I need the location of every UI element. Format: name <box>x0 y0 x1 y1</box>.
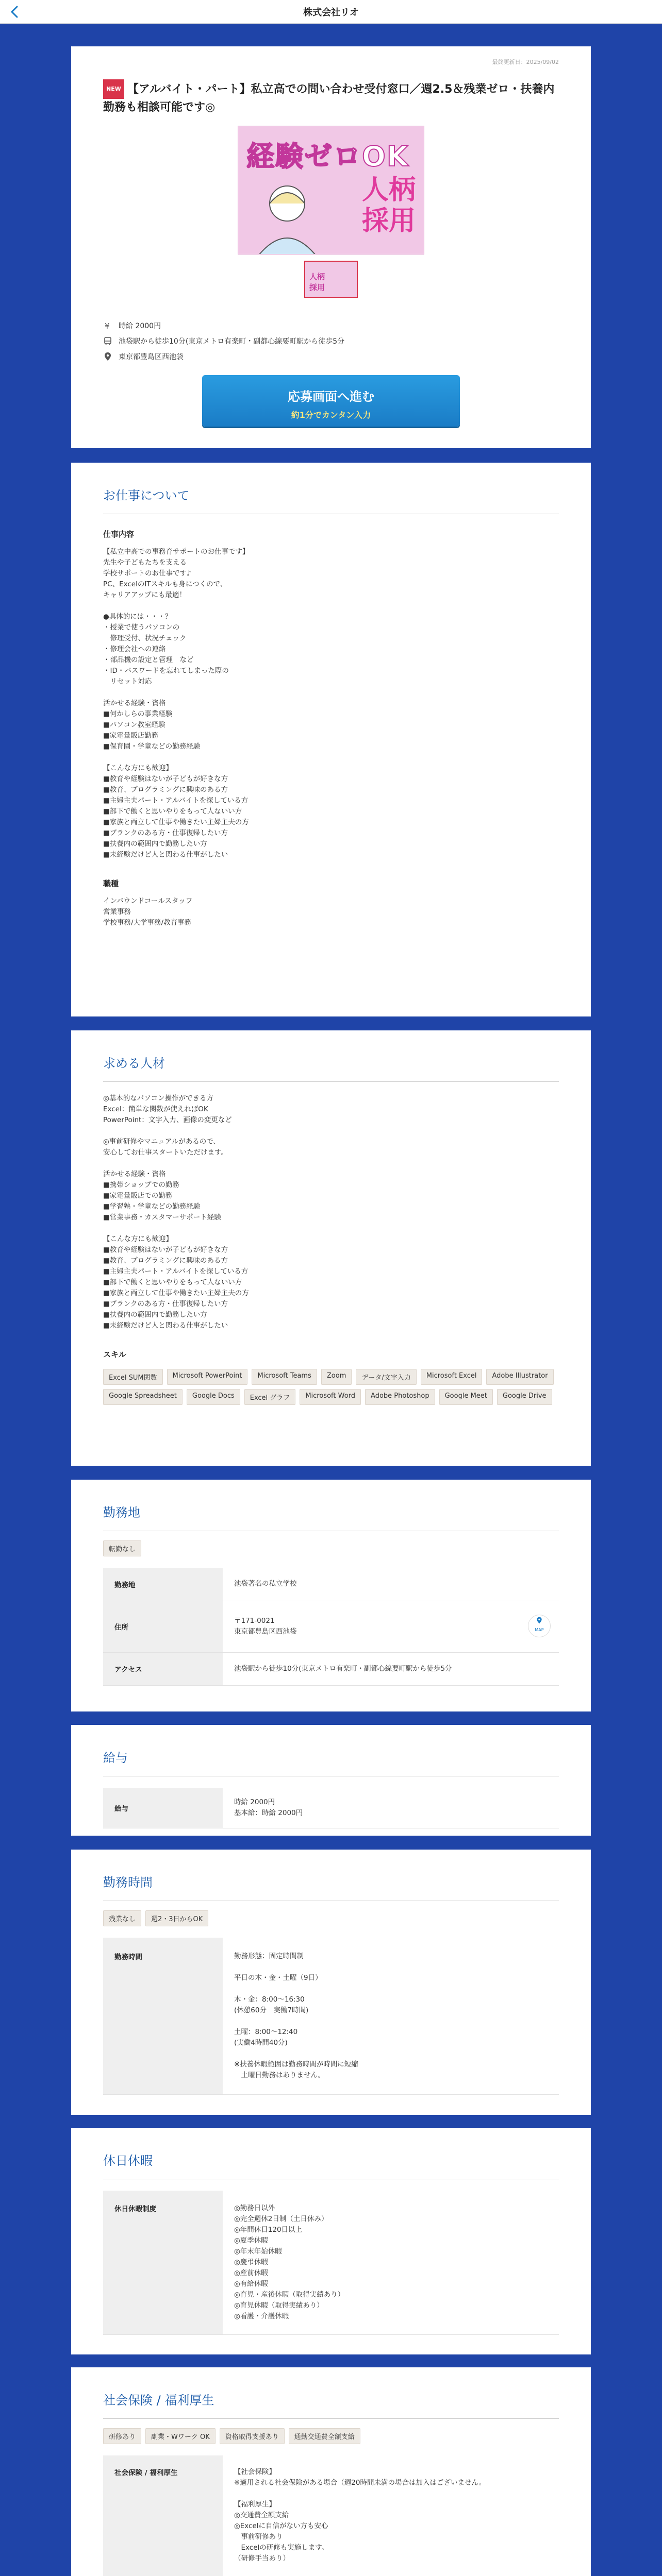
tag: 週2・3日からOK <box>145 1910 208 1926</box>
work-section <box>71 463 591 1016</box>
location-text: 東京都豊島区西池袋 <box>119 353 184 361</box>
new-badge: NEW <box>103 79 124 99</box>
skills-tags <box>103 1369 559 1405</box>
location-pin-icon <box>103 352 112 361</box>
hero-subtext: 人柄 採用 <box>361 175 416 236</box>
hours-section <box>71 1850 591 2115</box>
map-pin-icon <box>536 1616 543 1624</box>
job-info-list <box>103 298 559 362</box>
hours-tags <box>103 1910 559 1926</box>
job-content-text: 【私立中高での事務育サポートのお仕事です】 先生や子どもたちを支える 学校サポートのお仕事です♪ PC、ExcelのITスキルも身につくので、 キャリアアップにも最適！ ●具体的には・・・？ ・授業で使うパソコンの 修理受付、状況チェック ・修理会社への連絡 ・部品機の設定と管理 など ・ID・パスワードを忘れてしまった際の リセット対応 活かせる経験・資格 ■何かしらの事業経験 ■パソコン教室経験 ■家電量販店勤務 ■保育園・学童などの勤務経験 【こんな方にも歓迎】 ■教育や経験はないが子どもが好きな方 ■教育、プログラミングに興味のある方 ■主婦主夫パート・アルバイトを探している方 ■部下で働くと思いやりをもって人ないい方 ■家族と両立して仕事や働きたい主婦主夫の方 ■ブランクのある方・仕事復帰したい方 ■扶養内の範囲内で勤務したい方 ■未経験だけど人と関わる仕事がしたい <box>103 548 250 859</box>
apply-button[interactable] <box>202 375 460 427</box>
tag: Adobe Illustrator <box>486 1369 553 1385</box>
tag: Microsoft PowerPoint <box>167 1369 248 1385</box>
table-row <box>103 1601 559 1652</box>
table-value: 【社会保険】 ※適用される社会保険がある場合（週20時間未満の場合は加入はございません。 【福利厚生】 ◎交通費全額支給 ◎Excelに自信がない方も安心 事前研修あり Excelの研修も実施します。 （研修手当あり） <box>223 2455 559 2576</box>
salary-section <box>71 1725 591 1836</box>
hours-table <box>103 1938 559 2095</box>
table-row <box>103 2191 559 2335</box>
tag: 残業なし <box>103 1910 141 1926</box>
salary-row <box>103 320 559 331</box>
table-value: 時給 2000円 基本給：時給 2000円 <box>223 1788 559 1828</box>
tag: 資格取得支援あり <box>220 2428 285 2444</box>
section-title-holidays: 休日休暇 <box>103 2128 559 2179</box>
tag: Google Spreadsheet <box>103 1389 183 1405</box>
location-section <box>71 1480 591 1711</box>
table-value <box>223 1601 559 1652</box>
table-label: 勤務時間 <box>103 1938 223 2095</box>
access-row <box>103 336 559 346</box>
section-title-salary: 給与 <box>103 1725 559 1776</box>
tag: 通勤交通費全額支給 <box>289 2428 360 2444</box>
table-value: 池袋駅から徒歩10分(東京メトロ有楽町・副都心線要町駅から徒歩5分 <box>223 1652 559 1685</box>
tag: 研修あり <box>103 2428 141 2444</box>
yen-icon <box>103 321 112 330</box>
table-row <box>103 1652 559 1685</box>
tag: Microsoft Excel <box>421 1369 483 1385</box>
apply-button-sublabel: 約1分でカンタン入力 <box>291 410 371 420</box>
train-icon <box>103 336 112 346</box>
tag: Zoom <box>321 1369 352 1385</box>
tag: Excel SUM関数 <box>103 1369 163 1385</box>
job-summary-card <box>71 46 591 448</box>
section-title-work: お仕事について <box>103 463 559 514</box>
table-value: 勤務形態：固定時間制 平日の木・金・土曜（9日） 木・金：8:00〜16:30 (休憩60分 実働7時間) 土曜：8:00〜12:40 (実働4時間40分) ※扶養休暇範囲は勤務時間が時間に短縮 土曜日勤務はありません。 <box>223 1938 559 2095</box>
requirements-text: ◎基本的なパソコン操作ができる方 Excel：簡単な関数が使えればOK PowerPoint：文字入力、画像の変更など ◎事前研修やマニュアルがあるので、 安心してお仕事スタートいただけます。 活かせる経験・資格 ■携帯ショップでの勤務 ■家電量販店での勤務 ■学習塾・学童などの勤務経験 ■営業事務・カスタマーサポート経験 【こんな方にも歓迎】 ■教育や経験はないが子どもが好きな方 ■教育、プログラミングに興味のある方 ■主婦主夫パート・アルバイトを探している方 ■部下で働くと思いやりをもって人ないい方 ■家族と両立して仕事や働きたい主婦主夫の方 ■ブランクのある方・仕事復帰したい方 ■扶養内の範囲内で勤務したい方 ■未経験だけど人と関わる仕事がしたい <box>103 1094 249 1330</box>
job-title <box>103 46 559 116</box>
job-content-heading: 仕事内容 <box>103 530 135 539</box>
table-row <box>103 2455 559 2576</box>
location-row <box>103 351 559 362</box>
address-text: 〒171-0021 東京都豊島区西池袋 <box>234 1617 297 1636</box>
table-value: 池袋著名の私立学校 <box>223 1568 559 1601</box>
job-hero-image[interactable] <box>238 126 424 255</box>
image-thumbnail[interactable] <box>304 261 358 298</box>
requirements-section <box>71 1030 591 1466</box>
section-title-benefits: 社会保険 / 福利厚生 <box>103 2367 559 2419</box>
app-header <box>0 0 662 24</box>
tag: Excel グラフ <box>244 1389 296 1405</box>
thumbnail-text: 人柄 採用 <box>309 272 325 292</box>
table-value: ◎勤務日以外 ◎完全週休2日制（土日休み） ◎年間休日120日以上 ◎夏季休暇 ◎年末年始休暇 ◎慶弔休暇 ◎産前休暇 ◎有給休暇 ◎育児・産後休暇（取得実績あり） ◎育児休暇（取得実績あり） ◎看護・介護休暇 <box>223 2191 559 2335</box>
tag: Google Docs <box>187 1389 240 1405</box>
tag: Microsoft Word <box>300 1389 361 1405</box>
location-table <box>103 1568 559 1686</box>
tag: Adobe Photoshop <box>365 1389 435 1405</box>
section-title-requirements: 求める人材 <box>103 1030 559 1082</box>
tag: Microsoft Teams <box>252 1369 317 1385</box>
salary-text: 時給 2000円 <box>119 322 161 330</box>
back-arrow-icon[interactable] <box>7 4 23 20</box>
section-title-location: 勤務地 <box>103 1480 559 1531</box>
table-label: 給与 <box>103 1788 223 1828</box>
holidays-table <box>103 2191 559 2335</box>
section-title-hours: 勤務時間 <box>103 1850 559 1901</box>
table-row <box>103 1788 559 1828</box>
holidays-section <box>71 2128 591 2354</box>
map-label: MAP <box>535 1628 544 1632</box>
benefits-section <box>71 2367 591 2576</box>
svg-text:¥: ¥ <box>105 321 110 330</box>
table-label: 住所 <box>103 1601 223 1652</box>
tag: Google Drive <box>497 1389 552 1405</box>
tag: Google Meet <box>439 1389 493 1405</box>
table-label: 休日休暇制度 <box>103 2191 223 2335</box>
tag: 転勤なし <box>103 1540 141 1556</box>
benefits-table <box>103 2455 559 2576</box>
apply-button-label: 応募画面へ進む <box>288 389 374 404</box>
table-label: アクセス <box>103 1652 223 1685</box>
job-category-text: インバウンドコールスタッフ 営業事務 学校事務/大学事務/教育事務 <box>103 897 193 927</box>
job-category-heading: 職種 <box>103 879 119 888</box>
tag: 副業・Wワーク OK <box>145 2428 216 2444</box>
table-row <box>103 1568 559 1601</box>
access-text: 池袋駅から徒歩10分(東京メトロ有楽町・副都心線要町駅から徒歩5分 <box>119 337 345 346</box>
job-title-text: 【アルバイト・パート】私立高での問い合わせ受付窓口／週2.5＆残業ゼロ・扶養内勤務も相談可能です◎ <box>103 83 555 114</box>
benefits-tags <box>103 2428 559 2444</box>
map-button[interactable] <box>528 1615 551 1637</box>
table-row <box>103 1938 559 2095</box>
hero-headline: 経験ゼロOK <box>246 140 409 173</box>
table-label: 勤務地 <box>103 1568 223 1601</box>
salary-table <box>103 1788 559 1828</box>
location-tags <box>103 1540 559 1556</box>
table-label: 社会保険 / 福利厚生 <box>103 2455 223 2576</box>
company-name: 株式会社リオ <box>303 7 359 18</box>
skills-heading: スキル <box>103 1350 126 1359</box>
updated-date: 最終更新日：2025/09/02 <box>492 59 559 65</box>
person-illustration-icon <box>254 178 321 255</box>
tag: データ/文字入力 <box>356 1369 416 1385</box>
